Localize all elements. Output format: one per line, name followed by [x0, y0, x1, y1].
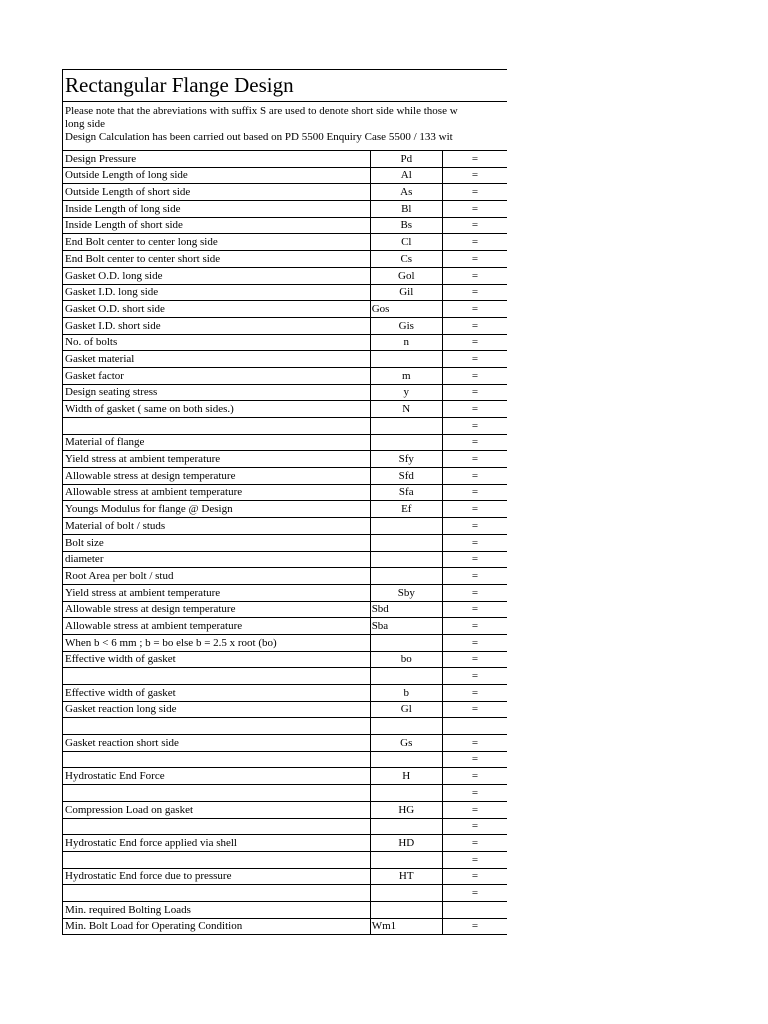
parameter-symbol: Pd	[370, 151, 442, 168]
parameter-symbol: HG	[370, 801, 442, 818]
equals-sign: =	[442, 267, 507, 284]
equals-sign: =	[442, 735, 507, 752]
parameter-label: Min. Bolt Load for Operating Condition	[63, 918, 371, 935]
page-title: Rectangular Flange Design	[62, 69, 507, 101]
parameter-label: Min. required Bolting Loads	[63, 901, 371, 918]
parameter-symbol: N	[370, 401, 442, 418]
table-row	[63, 634, 508, 651]
parameter-symbol: Sfy	[370, 451, 442, 468]
equals-sign: =	[442, 184, 507, 201]
parameter-label: Inside Length of long side	[63, 201, 371, 218]
equals-sign: =	[442, 234, 507, 251]
equals-sign: =	[442, 151, 507, 168]
equals-sign: =	[442, 668, 507, 685]
equals-sign: =	[442, 885, 507, 902]
parameter-symbol	[370, 718, 442, 735]
table-row	[63, 317, 508, 334]
table-row	[63, 367, 508, 384]
equals-sign: =	[442, 284, 507, 301]
parameter-symbol	[370, 418, 442, 435]
parameter-symbol: Bs	[370, 217, 442, 234]
parameter-label: Yield stress at ambient temperature	[63, 584, 371, 601]
table-row	[63, 484, 508, 501]
equals-sign: =	[442, 317, 507, 334]
parameter-label: Allowable stress at design temperature	[63, 468, 371, 485]
equals-sign: =	[442, 334, 507, 351]
table-row	[63, 851, 508, 868]
equals-sign: =	[442, 251, 507, 268]
table-row	[63, 785, 508, 802]
table-row	[63, 668, 508, 685]
equals-sign: =	[442, 818, 507, 835]
parameter-label: Compression Load on gasket	[63, 801, 371, 818]
parameter-label: Gasket factor	[63, 367, 371, 384]
parameter-label	[63, 885, 371, 902]
parameter-symbol: H	[370, 768, 442, 785]
table-row	[63, 251, 508, 268]
table-row	[63, 551, 508, 568]
equals-sign: =	[442, 918, 507, 935]
parameter-label: Gasket reaction long side	[63, 701, 371, 718]
equals-sign: =	[442, 201, 507, 218]
table-row	[63, 167, 508, 184]
parameter-symbol	[370, 634, 442, 651]
table-row	[63, 801, 508, 818]
parameter-label	[63, 785, 371, 802]
equals-sign: =	[442, 701, 507, 718]
parameter-label	[63, 851, 371, 868]
parameter-symbol: Cl	[370, 234, 442, 251]
table-row	[63, 401, 508, 418]
table-row	[63, 818, 508, 835]
table-row	[63, 534, 508, 551]
parameter-label: diameter	[63, 551, 371, 568]
parameter-label: Gasket O.D. short side	[63, 301, 371, 318]
parameter-symbol: Sbd	[370, 601, 442, 618]
table-row	[63, 618, 508, 635]
table-row	[63, 518, 508, 535]
parameter-symbol: HT	[370, 868, 442, 885]
parameter-label: Yield stress at ambient temperature	[63, 451, 371, 468]
parameter-label: Allowable stress at ambient temperature	[63, 484, 371, 501]
parameter-symbol: Sfd	[370, 468, 442, 485]
equals-sign: =	[442, 584, 507, 601]
equals-sign: =	[442, 618, 507, 635]
parameter-label	[63, 668, 371, 685]
parameter-label: Material of flange	[63, 434, 371, 451]
equals-sign: =	[442, 468, 507, 485]
parameter-label: Gasket reaction short side	[63, 735, 371, 752]
parameter-symbol: Bl	[370, 201, 442, 218]
table-row	[63, 868, 508, 885]
parameter-label: End Bolt center to center long side	[63, 234, 371, 251]
parameter-symbol: HD	[370, 835, 442, 852]
parameter-symbol: Gil	[370, 284, 442, 301]
spreadsheet	[62, 69, 507, 935]
equals-sign	[442, 901, 507, 918]
parameter-symbol	[370, 851, 442, 868]
parameter-label: Gasket O.D. long side	[63, 267, 371, 284]
table-row	[63, 501, 508, 518]
equals-sign: =	[442, 167, 507, 184]
table-row	[63, 301, 508, 318]
table-row	[63, 351, 508, 368]
parameter-label: No. of bolts	[63, 334, 371, 351]
parameter-symbol	[370, 434, 442, 451]
parameter-label	[63, 751, 371, 768]
equals-sign: =	[442, 301, 507, 318]
equals-sign: =	[442, 601, 507, 618]
equals-sign: =	[442, 568, 507, 585]
equals-sign: =	[442, 501, 507, 518]
parameter-label: Width of gasket ( same on both sides.)	[63, 401, 371, 418]
table-row	[63, 685, 508, 702]
parameter-label: Youngs Modulus for flange @ Design	[63, 501, 371, 518]
parameter-symbol: As	[370, 184, 442, 201]
parameter-symbol: m	[370, 367, 442, 384]
parameter-symbol	[370, 751, 442, 768]
equals-sign: =	[442, 351, 507, 368]
table-row	[63, 568, 508, 585]
parameter-symbol: Gl	[370, 701, 442, 718]
parameter-symbol	[370, 534, 442, 551]
table-row	[63, 267, 508, 284]
equals-sign: =	[442, 518, 507, 535]
equals-sign: =	[442, 785, 507, 802]
table-row	[63, 901, 508, 918]
equals-sign: =	[442, 401, 507, 418]
parameter-label: Hydrostatic End Force	[63, 768, 371, 785]
table-row	[63, 718, 508, 735]
equals-sign: =	[442, 801, 507, 818]
equals-sign: =	[442, 384, 507, 401]
parameter-label: Outside Length of short side	[63, 184, 371, 201]
equals-sign: =	[442, 418, 507, 435]
parameter-symbol: Sba	[370, 618, 442, 635]
equals-sign: =	[442, 484, 507, 501]
table-row	[63, 434, 508, 451]
note-line: long side	[65, 118, 106, 130]
parameter-label: Allowable stress at design temperature	[63, 601, 371, 618]
parameter-label: Inside Length of short side	[63, 217, 371, 234]
parameter-symbol	[370, 568, 442, 585]
table-row	[63, 334, 508, 351]
table-row	[63, 651, 508, 668]
parameter-symbol: Sby	[370, 584, 442, 601]
notes-block	[62, 101, 507, 150]
parameter-label: Gasket I.D. long side	[63, 284, 371, 301]
table-row	[63, 584, 508, 601]
table-row	[63, 151, 508, 168]
parameter-label	[63, 418, 371, 435]
equals-sign: =	[442, 851, 507, 868]
table-row	[63, 217, 508, 234]
equals-sign: =	[442, 434, 507, 451]
parameter-symbol: Gis	[370, 317, 442, 334]
parameter-symbol	[370, 551, 442, 568]
parameter-label: Allowable stress at ambient temperature	[63, 618, 371, 635]
parameter-symbol	[370, 785, 442, 802]
table-row	[63, 835, 508, 852]
parameter-label: Root Area per bolt / stud	[63, 568, 371, 585]
table-row	[63, 234, 508, 251]
parameter-symbol	[370, 668, 442, 685]
equals-sign	[442, 718, 507, 735]
table-row	[63, 768, 508, 785]
parameter-label: Gasket I.D. short side	[63, 317, 371, 334]
parameter-symbol	[370, 351, 442, 368]
parameter-symbol: b	[370, 685, 442, 702]
note-line: Please note that the abreviations with suffix S are used to denote short side while those w	[65, 105, 458, 117]
parameter-label: Outside Length of long side	[63, 167, 371, 184]
table-row	[63, 601, 508, 618]
parameter-symbol: Cs	[370, 251, 442, 268]
parameter-label: Design Pressure	[63, 151, 371, 168]
parameter-symbol	[370, 885, 442, 902]
parameter-label: Gasket material	[63, 351, 371, 368]
parameter-symbol	[370, 518, 442, 535]
parameter-symbol: Gol	[370, 267, 442, 284]
design-table	[62, 150, 507, 935]
equals-sign: =	[442, 685, 507, 702]
equals-sign: =	[442, 534, 507, 551]
parameter-symbol: Sfa	[370, 484, 442, 501]
parameter-label: Hydrostatic End force applied via shell	[63, 835, 371, 852]
table-row	[63, 284, 508, 301]
parameter-symbol	[370, 818, 442, 835]
table-row	[63, 184, 508, 201]
equals-sign: =	[442, 835, 507, 852]
equals-sign: =	[442, 451, 507, 468]
table-row	[63, 751, 508, 768]
table-row	[63, 451, 508, 468]
parameter-label: End Bolt center to center short side	[63, 251, 371, 268]
table-row	[63, 418, 508, 435]
note-line: Design Calculation has been carried out based on PD 5500 Enquiry Case 5500 / 133 wit	[65, 131, 453, 143]
parameter-label: When b < 6 mm ; b = bo else b = 2.5 x root (bo)	[63, 634, 371, 651]
parameter-symbol: Gos	[370, 301, 442, 318]
table-row	[63, 384, 508, 401]
parameter-label	[63, 818, 371, 835]
table-row	[63, 201, 508, 218]
parameter-label: Hydrostatic End force due to pressure	[63, 868, 371, 885]
equals-sign: =	[442, 217, 507, 234]
table-row	[63, 918, 508, 935]
equals-sign: =	[442, 634, 507, 651]
equals-sign: =	[442, 868, 507, 885]
equals-sign: =	[442, 768, 507, 785]
parameter-label: Material of bolt / studs	[63, 518, 371, 535]
parameter-label: Design seating stress	[63, 384, 371, 401]
table-row	[63, 735, 508, 752]
table-row	[63, 885, 508, 902]
equals-sign: =	[442, 551, 507, 568]
parameter-symbol: n	[370, 334, 442, 351]
parameter-label: Effective width of gasket	[63, 651, 371, 668]
parameter-symbol: Wm1	[370, 918, 442, 935]
parameter-label	[63, 718, 371, 735]
parameter-symbol	[370, 901, 442, 918]
equals-sign: =	[442, 367, 507, 384]
parameter-label: Bolt size	[63, 534, 371, 551]
table-row	[63, 701, 508, 718]
parameter-label: Effective width of gasket	[63, 685, 371, 702]
equals-sign: =	[442, 751, 507, 768]
table-row	[63, 468, 508, 485]
parameter-symbol: Ef	[370, 501, 442, 518]
parameter-symbol: Al	[370, 167, 442, 184]
parameter-symbol: y	[370, 384, 442, 401]
parameter-symbol: bo	[370, 651, 442, 668]
parameter-symbol: Gs	[370, 735, 442, 752]
equals-sign: =	[442, 651, 507, 668]
